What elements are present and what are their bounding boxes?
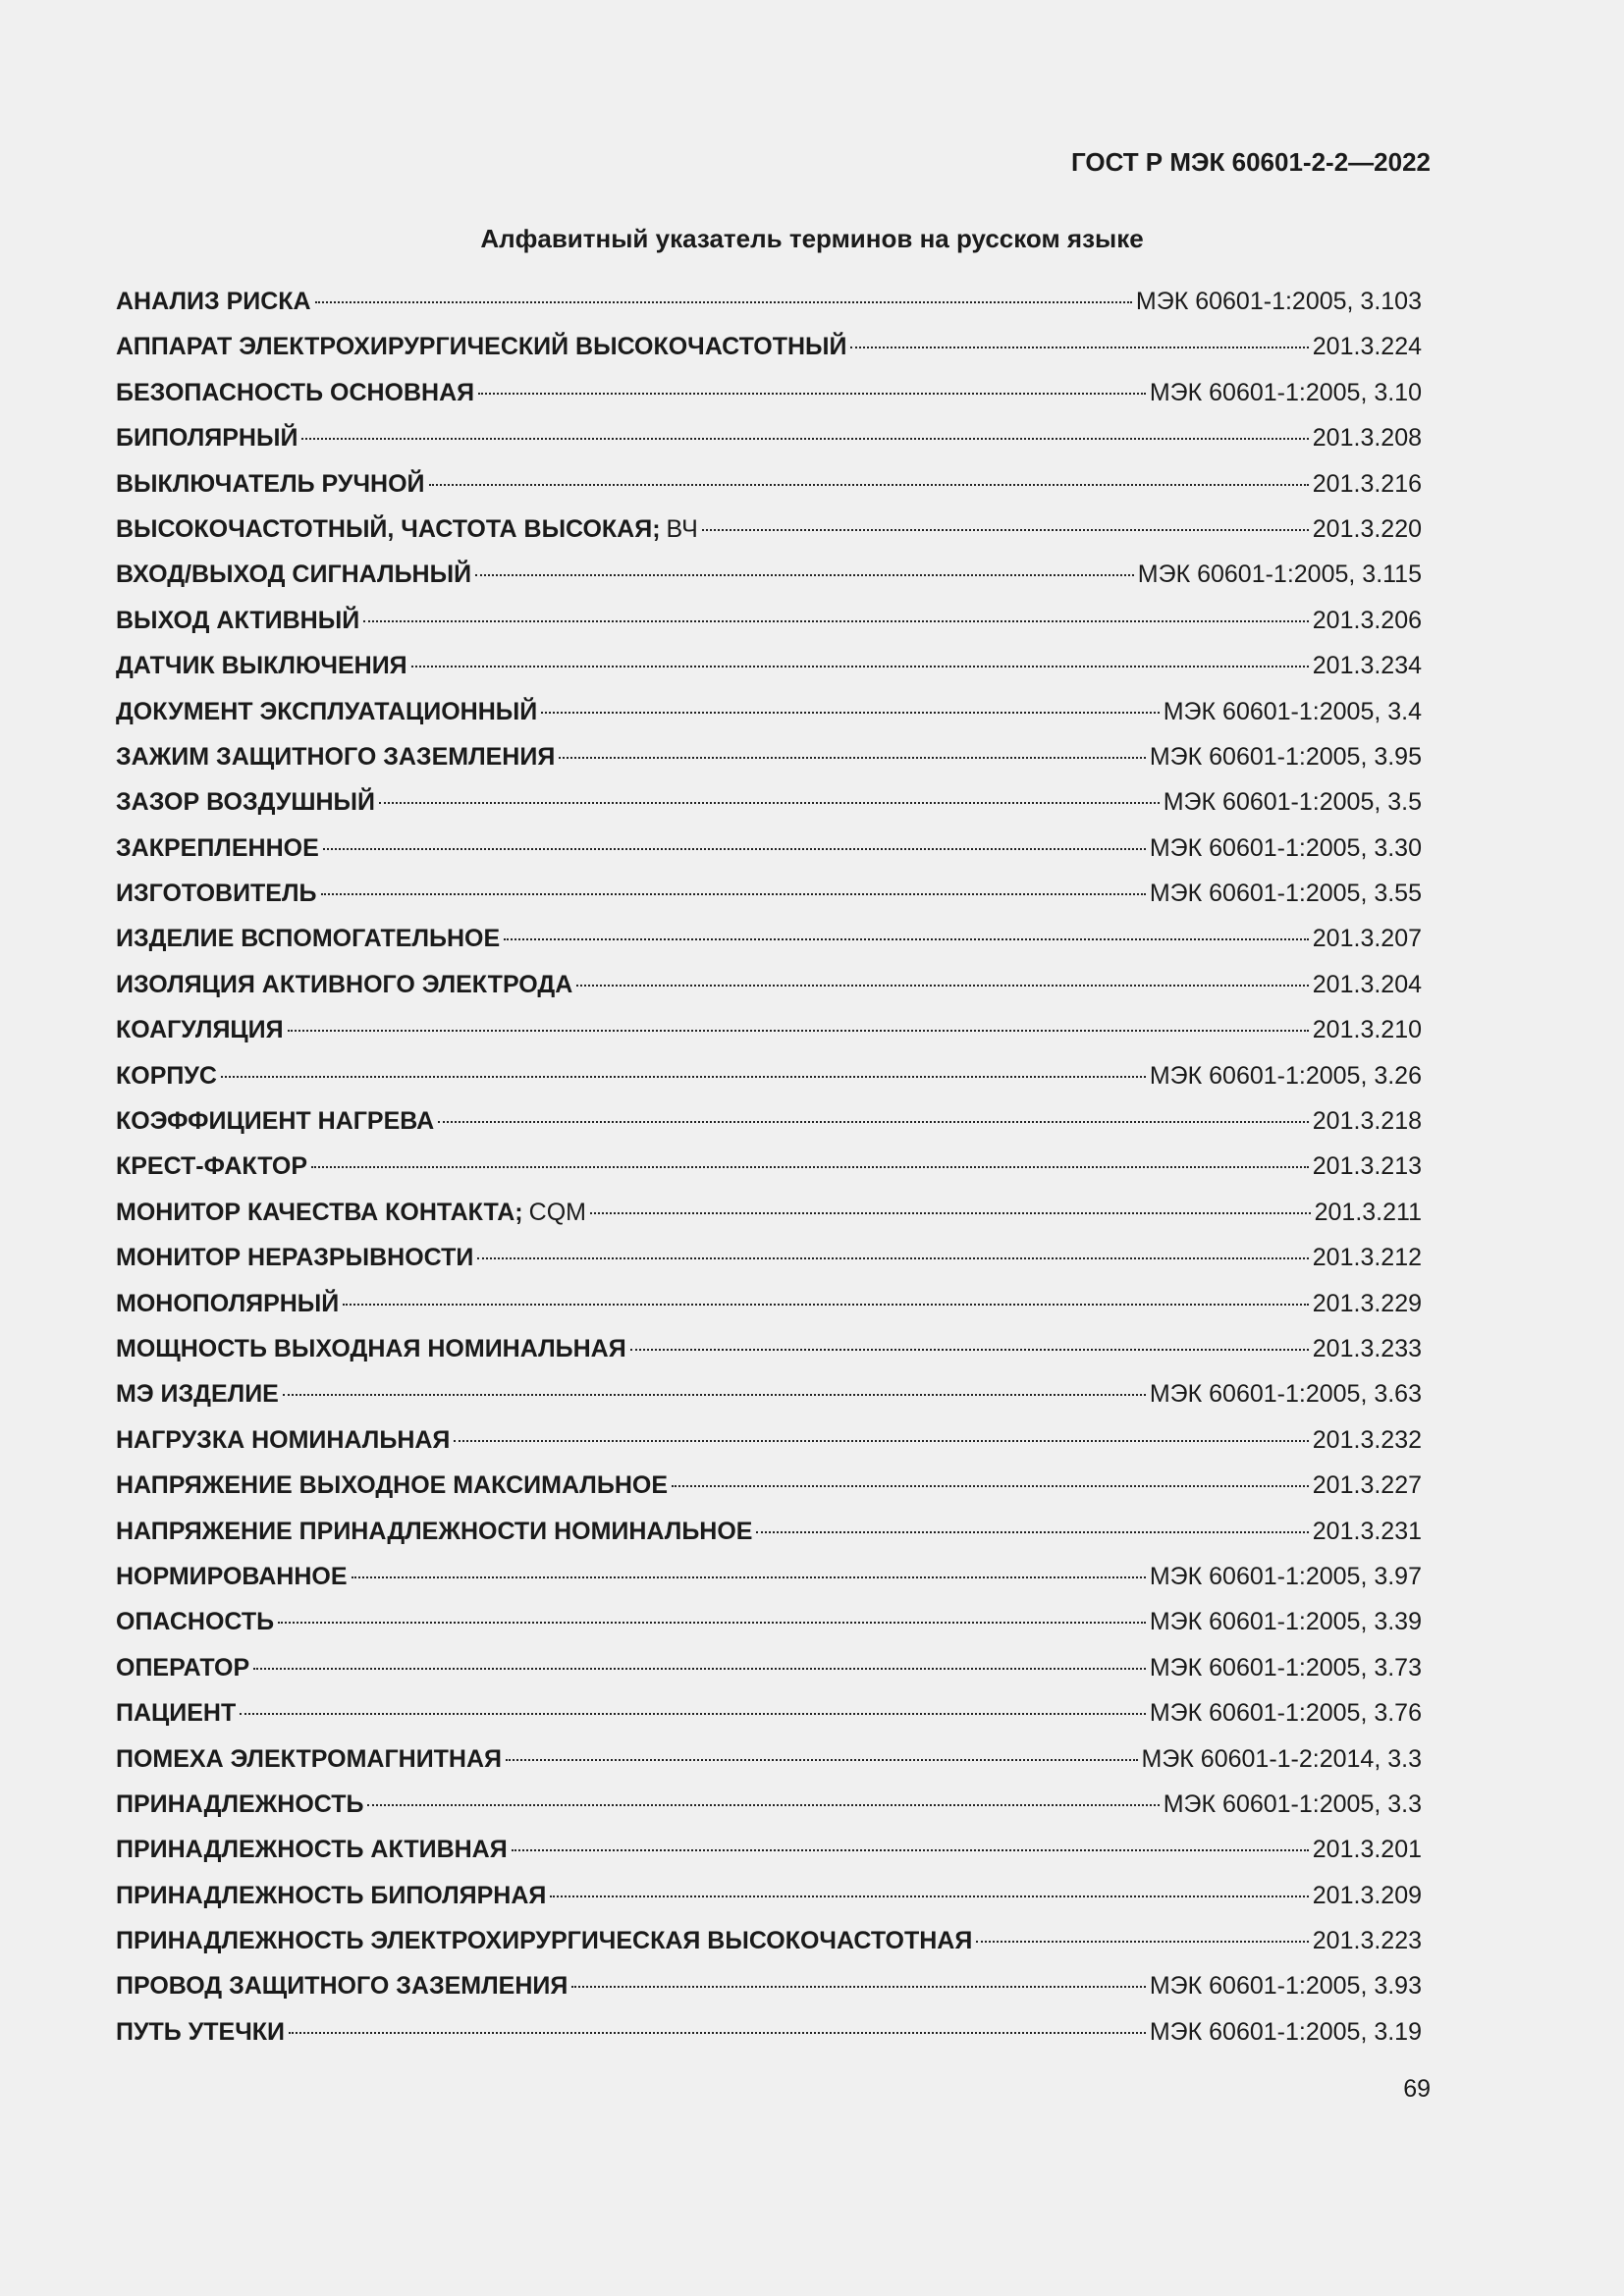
entry-term: МЭ ИЗДЕЛИЕ	[116, 1380, 279, 1409]
entry-reference: МЭК 60601-1:2005, 3.73	[1149, 1653, 1422, 1682]
dot-leader	[477, 1257, 1308, 1259]
index-entry	[116, 833, 1422, 879]
entry-reference: 201.3.207	[1312, 925, 1422, 953]
index-entry	[116, 1015, 1422, 1060]
dot-leader	[576, 985, 1309, 987]
entry-term: ПОМЕХА ЭЛЕКТРОМАГНИТНАЯ	[116, 1744, 503, 1773]
dot-leader	[756, 1531, 1308, 1533]
dot-leader	[221, 1076, 1146, 1078]
dot-leader	[504, 938, 1309, 940]
index-entry	[116, 2017, 1422, 2062]
entry-reference: 201.3.233	[1312, 1334, 1422, 1362]
index-entry	[116, 1562, 1422, 1607]
index-entry	[116, 1607, 1422, 1652]
entry-term: МОНИТОР НЕРАЗРЫВНОСТИ	[116, 1244, 474, 1272]
index-title: Алфавитный указатель терминов на русском языке	[480, 224, 1144, 253]
dot-leader	[411, 666, 1309, 667]
dot-leader	[283, 1394, 1146, 1396]
entry-term: ПРИНАДЛЕЖНОСТЬ АКТИВНАЯ	[116, 1836, 508, 1864]
index-entry	[116, 1653, 1422, 1698]
dot-leader	[438, 1121, 1309, 1123]
dot-leader	[506, 1759, 1137, 1761]
entry-term: ПУТЬ УТЕЧКИ	[116, 2017, 285, 2046]
index-entry	[116, 1744, 1422, 1789]
entry-term: БЕЗОПАСНОСТЬ ОСНОВНАЯ	[116, 378, 475, 406]
dot-leader	[630, 1349, 1309, 1351]
index-entry	[116, 651, 1422, 696]
entry-term: НОРМИРОВАННОЕ	[116, 1562, 348, 1590]
entry-term: ИЗОЛЯЦИЯ АКТИВНОГО ЭЛЕКТРОДА	[116, 970, 573, 998]
dot-leader	[288, 1030, 1309, 1032]
entry-term: АНАЛИЗ РИСКА	[116, 288, 311, 315]
entry-reference: МЭК 60601-1:2005, 3.3	[1163, 1789, 1422, 1818]
dot-leader	[559, 757, 1146, 759]
entry-term: ВЫХОД АКТИВНЫЙ	[116, 606, 360, 634]
index-entry	[116, 1881, 1422, 1926]
index-entry	[116, 606, 1422, 651]
index-entry	[116, 742, 1422, 787]
entry-reference: МЭК 60601-1:2005, 3.97	[1149, 1562, 1422, 1590]
index-entry	[116, 1061, 1422, 1106]
entry-reference: МЭК 60601-1:2005, 3.30	[1149, 833, 1422, 862]
entry-reference: МЭК 60601-1:2005, 3.103	[1135, 288, 1422, 315]
index-entry	[116, 697, 1422, 742]
entry-term: ОПЕРАТОР	[116, 1653, 250, 1682]
entry-abbreviation: CQM	[528, 1198, 586, 1226]
index-entries-list	[116, 287, 1422, 2062]
entry-abbreviation: ВЧ	[666, 514, 698, 543]
index-entry	[116, 879, 1422, 924]
dot-leader	[550, 1896, 1308, 1897]
index-entry	[116, 514, 1422, 560]
index-entry	[116, 1971, 1422, 2016]
dot-leader	[315, 301, 1132, 303]
entry-reference: МЭК 60601-1:2005, 3.26	[1149, 1061, 1422, 1090]
dot-leader	[571, 1986, 1146, 1988]
index-entry	[116, 924, 1422, 969]
entry-term: ЗАКРЕПЛЕННОЕ	[116, 833, 319, 862]
dot-leader	[429, 484, 1309, 486]
index-entry	[116, 1106, 1422, 1151]
entry-term: АППАРАТ ЭЛЕКТРОХИРУРГИЧЕСКИЙ ВЫСОКОЧАСТОТНЫЙ	[116, 333, 847, 361]
dot-leader	[454, 1440, 1308, 1442]
index-entry	[116, 469, 1422, 514]
index-entry	[116, 1334, 1422, 1379]
entry-term: ЗАЖИМ ЗАЩИТНОГО ЗАЗЕМЛЕНИЯ	[116, 742, 556, 771]
document-header: ГОСТ Р МЭК 60601-2-2—2022	[1070, 147, 1431, 177]
entry-term: НАГРУЗКА НОМИНАЛЬНАЯ	[116, 1425, 451, 1454]
dot-leader	[379, 802, 1160, 804]
dot-leader	[590, 1212, 1311, 1214]
index-entry	[116, 1517, 1422, 1562]
entry-reference: 201.3.218	[1312, 1107, 1422, 1136]
dot-leader	[289, 2032, 1146, 2034]
entry-reference: 201.3.223	[1312, 1927, 1422, 1955]
dot-leader	[541, 712, 1160, 714]
index-entry	[116, 378, 1422, 423]
entry-term: БИПОЛЯРНЫЙ	[116, 424, 298, 453]
index-entry	[116, 560, 1422, 605]
entry-term: КОАГУЛЯЦИЯ	[116, 1016, 284, 1044]
entry-term: ПРИНАДЛЕЖНОСТЬ ЭЛЕКТРОХИРУРГИЧЕСКАЯ ВЫСОКОЧАСТОТНАЯ	[116, 1927, 973, 1955]
entry-reference: МЭК 60601-1:2005, 3.95	[1149, 742, 1422, 771]
entry-term: МОНОПОЛЯРНЫЙ	[116, 1289, 340, 1317]
entry-reference: МЭК 60601-1:2005, 3.4	[1163, 697, 1422, 725]
dot-leader	[253, 1668, 1146, 1670]
entry-term: НАПРЯЖЕНИЕ ВЫХОДНОЕ МАКСИМАЛЬНОЕ	[116, 1471, 668, 1500]
entry-reference: МЭК 60601-1:2005, 3.93	[1149, 1972, 1422, 2001]
entry-reference: 201.3.211	[1314, 1198, 1422, 1226]
dot-leader	[311, 1166, 1309, 1168]
entry-reference: 201.3.209	[1312, 1881, 1422, 1909]
index-entry	[116, 423, 1422, 468]
index-entry	[116, 1379, 1422, 1424]
index-entry	[116, 1835, 1422, 1880]
index-entry	[116, 1289, 1422, 1334]
entry-term: ВЫКЛЮЧАТЕЛЬ РУЧНОЙ	[116, 469, 425, 498]
index-entry	[116, 332, 1422, 377]
entry-term: КОЭФФИЦИЕНТ НАГРЕВА	[116, 1107, 435, 1136]
index-entry	[116, 970, 1422, 1015]
dot-leader	[672, 1485, 1309, 1487]
entry-reference: МЭК 60601-1:2005, 3.5	[1163, 788, 1422, 817]
dot-leader	[301, 438, 1308, 440]
entry-reference: 201.3.229	[1312, 1289, 1422, 1317]
entry-term: ИЗДЕЛИЕ ВСПОМОГАТЕЛЬНОЕ	[116, 925, 501, 953]
dot-leader	[702, 529, 1309, 531]
index-entry	[116, 1789, 1422, 1835]
dot-leader	[475, 574, 1134, 576]
entry-reference: МЭК 60601-1-2:2014, 3.3	[1141, 1744, 1422, 1773]
entry-term: МОНИТОР КАЧЕСТВА КОНТАКТА;	[116, 1198, 523, 1226]
entry-term: НАПРЯЖЕНИЕ ПРИНАДЛЕЖНОСТИ НОМИНАЛЬНОЕ	[116, 1517, 753, 1545]
dot-leader	[363, 620, 1309, 622]
page-number: 69	[1403, 2075, 1431, 2103]
entry-reference: МЭК 60601-1:2005, 3.76	[1149, 1699, 1422, 1728]
entry-reference: 201.3.234	[1312, 652, 1422, 680]
index-entry	[116, 1198, 1422, 1243]
entry-reference: 201.3.227	[1312, 1471, 1422, 1500]
dot-leader	[976, 1941, 1308, 1943]
index-entry	[116, 287, 1422, 332]
index-entry	[116, 1926, 1422, 1971]
index-entry	[116, 1151, 1422, 1197]
index-entry	[116, 1698, 1422, 1743]
entry-term: ВХОД/ВЫХОД СИГНАЛЬНЫЙ	[116, 561, 472, 589]
entry-term: МОЩНОСТЬ ВЫХОДНАЯ НОМИНАЛЬНАЯ	[116, 1334, 626, 1362]
entry-term: ОПАСНОСТЬ	[116, 1608, 275, 1636]
entry-reference: 201.3.216	[1312, 469, 1422, 498]
entry-term: ПРОВОД ЗАЩИТНОГО ЗАЗЕМЛЕНИЯ	[116, 1972, 568, 2001]
entry-reference: МЭК 60601-1:2005, 3.10	[1149, 378, 1422, 406]
dot-leader	[850, 347, 1308, 348]
entry-reference: МЭК 60601-1:2005, 3.39	[1149, 1608, 1422, 1636]
entry-reference: 201.3.210	[1312, 1016, 1422, 1044]
entry-reference: 201.3.212	[1312, 1244, 1422, 1272]
dot-leader	[321, 893, 1146, 895]
index-entry	[116, 1425, 1422, 1470]
entry-reference: 201.3.213	[1312, 1152, 1422, 1181]
entry-term: ПРИНАДЛЕЖНОСТЬ	[116, 1789, 364, 1818]
entry-reference: 201.3.206	[1312, 606, 1422, 634]
entry-term: ДАТЧИК ВЫКЛЮЧЕНИЯ	[116, 652, 407, 680]
dot-leader	[352, 1576, 1146, 1578]
dot-leader	[478, 393, 1146, 395]
index-entry	[116, 1470, 1422, 1516]
entry-reference: МЭК 60601-1:2005, 3.63	[1149, 1380, 1422, 1409]
index-entry	[116, 1243, 1422, 1288]
entry-reference: 201.3.220	[1312, 514, 1422, 543]
entry-reference: 201.3.232	[1312, 1425, 1422, 1454]
dot-leader	[278, 1622, 1146, 1624]
entry-reference: 201.3.224	[1312, 333, 1422, 361]
entry-reference: МЭК 60601-1:2005, 3.115	[1137, 561, 1422, 589]
entry-reference: 201.3.208	[1312, 424, 1422, 453]
index-entry	[116, 787, 1422, 832]
dot-leader	[512, 1849, 1309, 1851]
entry-reference: 201.3.201	[1312, 1836, 1422, 1864]
entry-term: КРЕСТ-ФАКТОР	[116, 1152, 308, 1181]
dot-leader	[323, 848, 1146, 850]
dot-leader	[367, 1804, 1159, 1806]
entry-term: ЗАЗОР ВОЗДУШНЫЙ	[116, 788, 375, 817]
entry-term: ПАЦИЕНТ	[116, 1699, 237, 1728]
entry-term: ДОКУМЕНТ ЭКСПЛУАТАЦИОННЫЙ	[116, 697, 538, 725]
entry-term: ПРИНАДЛЕЖНОСТЬ БИПОЛЯРНАЯ	[116, 1881, 547, 1909]
entry-reference: МЭК 60601-1:2005, 3.19	[1149, 2017, 1422, 2046]
entry-term: КОРПУС	[116, 1061, 217, 1090]
entry-reference: 201.3.204	[1312, 970, 1422, 998]
dot-leader	[343, 1304, 1309, 1306]
entry-reference: МЭК 60601-1:2005, 3.55	[1149, 880, 1422, 908]
entry-reference: 201.3.231	[1312, 1517, 1422, 1545]
entry-term: ВЫСОКОЧАСТОТНЫЙ, ЧАСТОТА ВЫСОКАЯ;	[116, 514, 661, 543]
dot-leader	[240, 1713, 1146, 1715]
entry-term: ИЗГОТОВИТЕЛЬ	[116, 880, 317, 908]
